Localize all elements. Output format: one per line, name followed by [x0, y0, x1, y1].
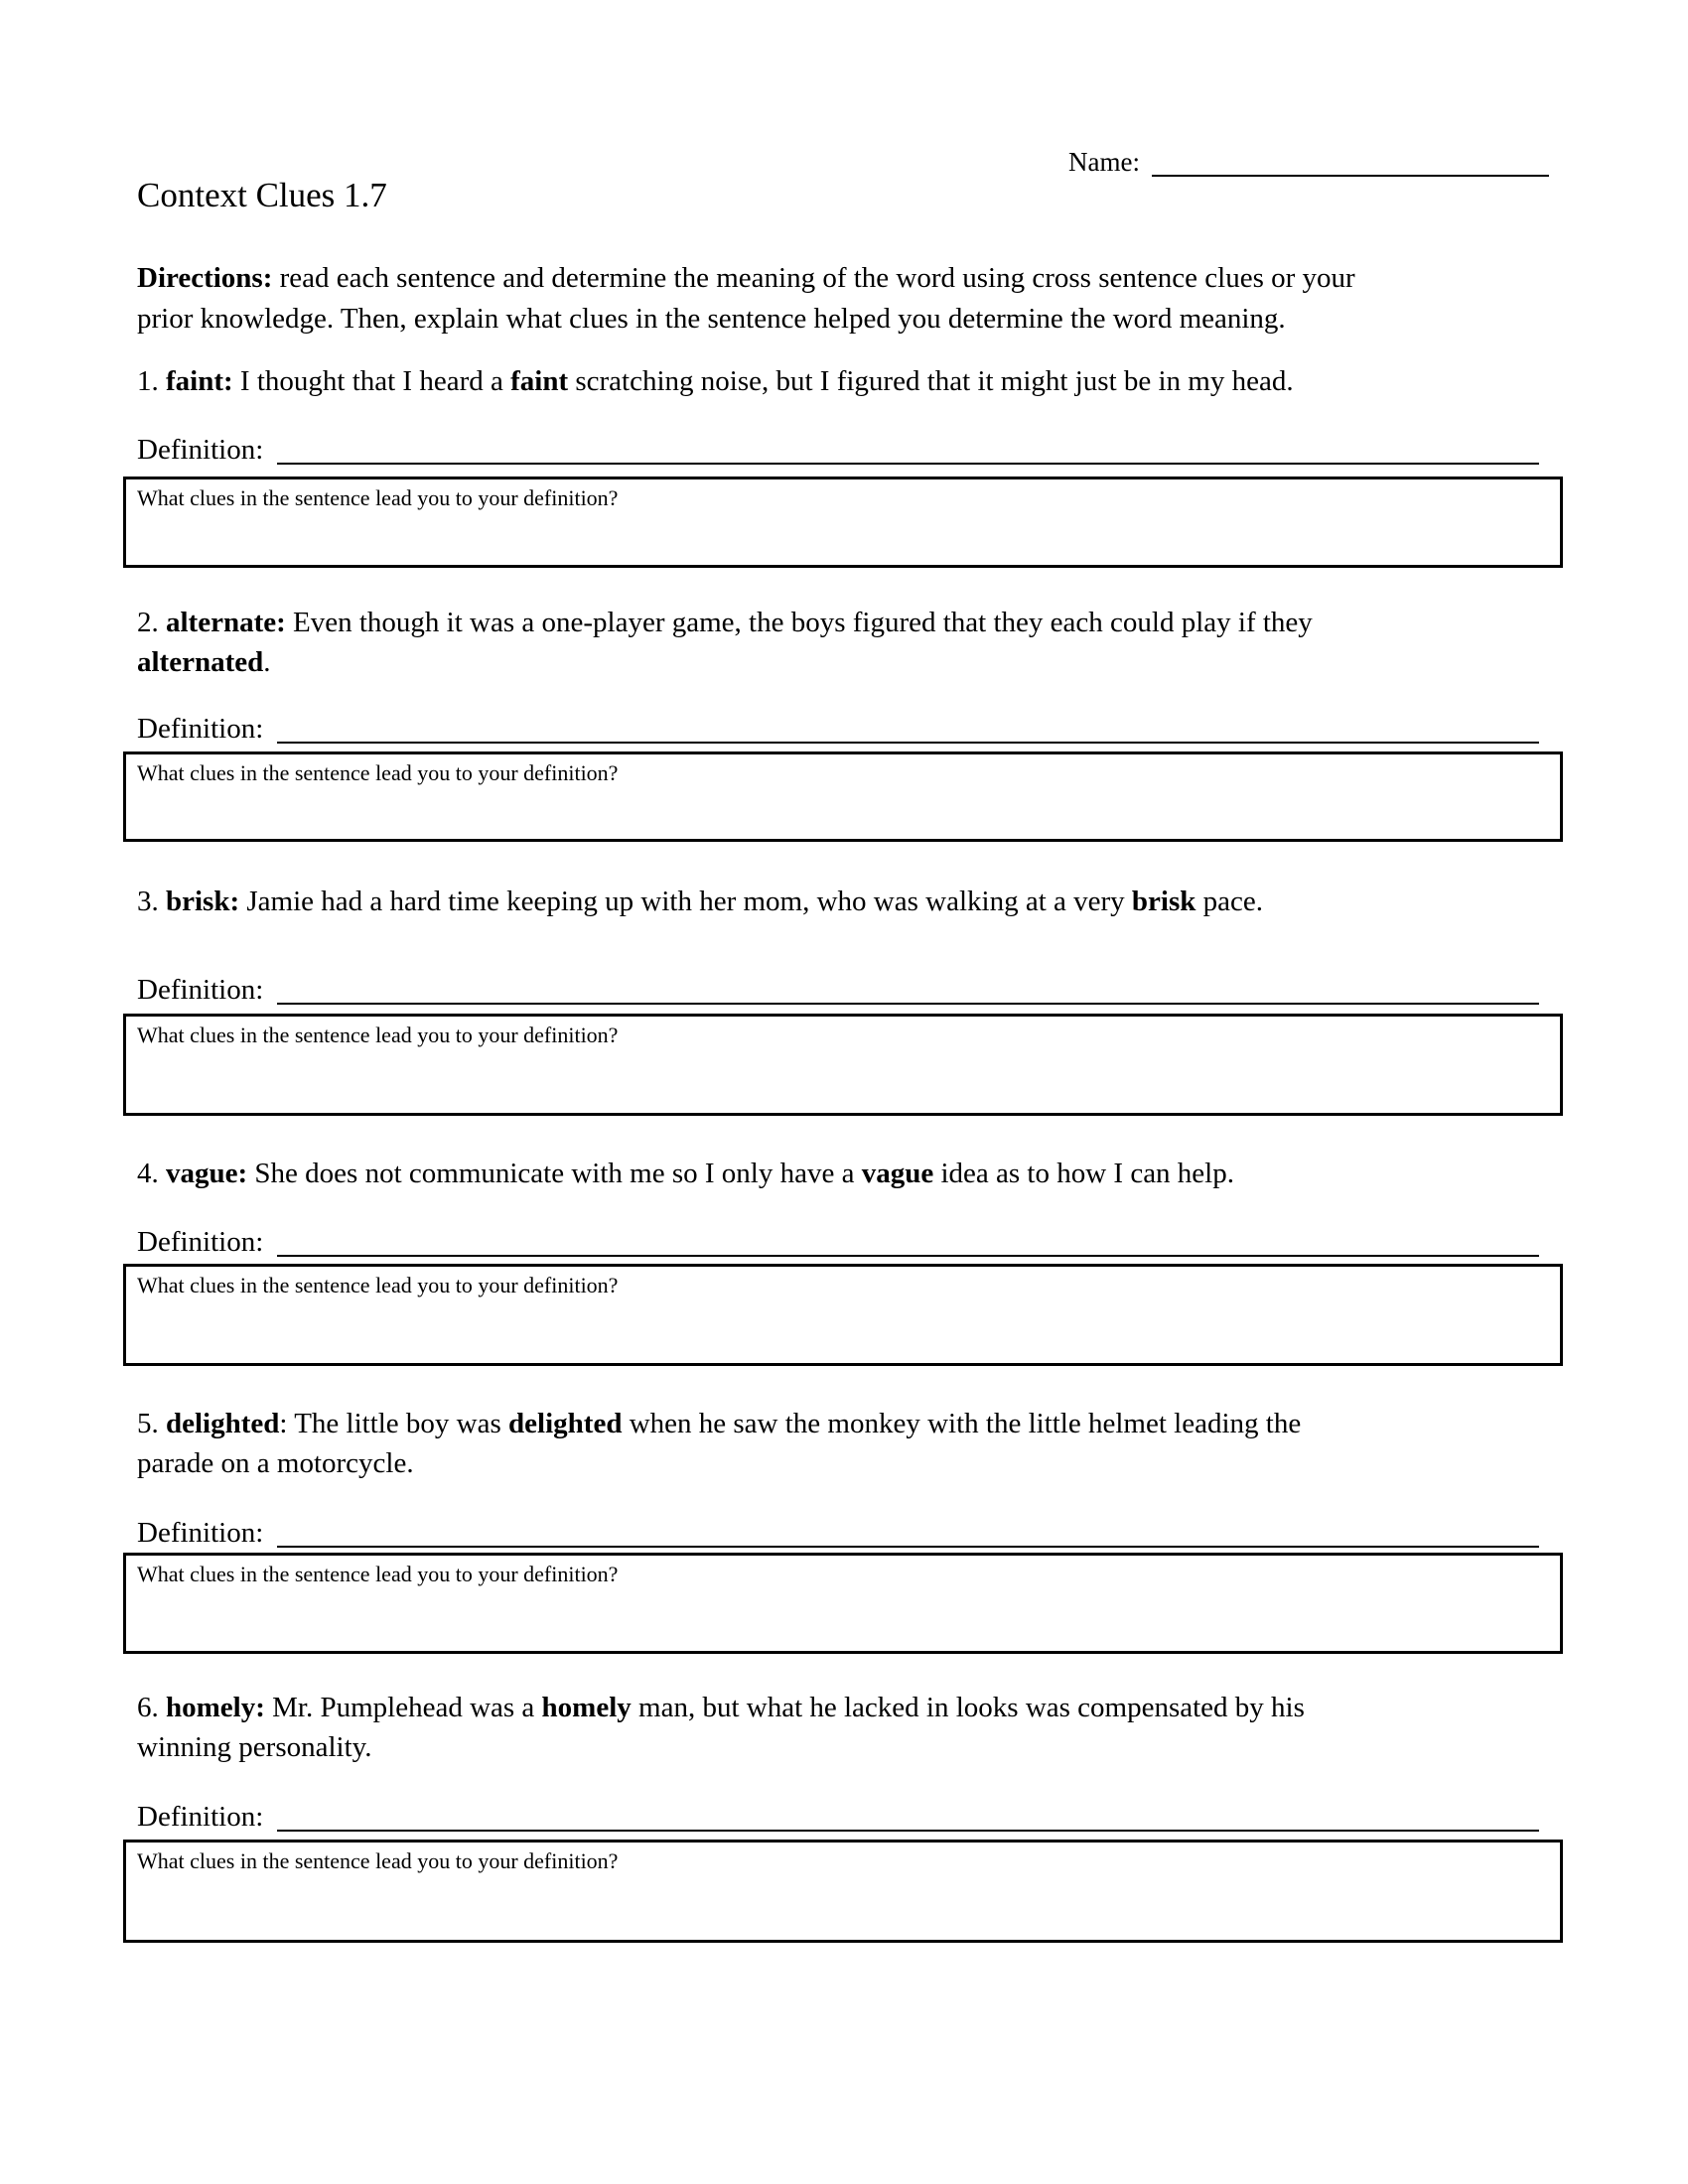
definition-row — [137, 430, 1539, 470]
definition-row — [137, 1222, 1539, 1262]
clue-answer-box[interactable] — [123, 1553, 1563, 1654]
clue-prompt: What clues in the sentence lead you to your definition? — [137, 1023, 619, 1047]
clue-prompt: What clues in the sentence lead you to your definition? — [137, 760, 619, 785]
clue-answer-box[interactable] — [123, 751, 1563, 842]
clue-answer-box[interactable] — [123, 1840, 1563, 1943]
clue-answer-box[interactable] — [123, 477, 1563, 568]
question-text: 6. homely: Mr. Pumplehead was a homely man, but what he lacked in looks was compensated by his winning personality. — [137, 1692, 1305, 1763]
definition-label: Definition: — [137, 1517, 264, 1549]
definition-row — [137, 1797, 1539, 1837]
definition-label: Definition: — [137, 974, 264, 1006]
question-text: 3. brisk: Jamie had a hard time keeping up with her mom, who was walking at a very brisk pace. — [137, 886, 1264, 917]
definition-answer-line[interactable] — [277, 709, 1539, 744]
definition-row — [137, 709, 1539, 749]
definition-answer-line[interactable] — [277, 1797, 1539, 1832]
clue-prompt: What clues in the sentence lead you to your definition? — [137, 1562, 619, 1586]
directions-text: Directions: read each sentence and determine the meaning of the word using cross sentence clues or your prior knowledge. Then, explain what clues in the sentence helped you determine the word meaning. — [137, 262, 1355, 335]
definition-row — [137, 1513, 1539, 1553]
clue-prompt: What clues in the sentence lead you to your definition? — [137, 485, 619, 510]
definition-answer-line[interactable] — [277, 1222, 1539, 1257]
name-input-line[interactable] — [1152, 146, 1549, 177]
definition-label: Definition: — [137, 434, 264, 466]
question-text: 2. alternate: Even though it was a one-player game, the boys figured that they each could play if they alternated. — [137, 607, 1313, 678]
definition-answer-line[interactable] — [277, 970, 1539, 1005]
definition-row — [137, 970, 1539, 1010]
question-text: 1. faint: I thought that I heard a faint scratching noise, but I figured that it might just be in my head. — [137, 365, 1294, 397]
name-row — [1068, 146, 1549, 180]
definition-answer-line[interactable] — [277, 430, 1539, 465]
name-label: Name: — [1068, 147, 1140, 177]
question-text: 5. delighted: The little boy was delighted when he saw the monkey with the little helmet leading the parade on a motorcycle. — [137, 1408, 1302, 1479]
definition-label: Definition: — [137, 1226, 264, 1258]
clue-prompt: What clues in the sentence lead you to your definition? — [137, 1273, 619, 1297]
question-text: 4. vague: She does not communicate with me so I only have a vague idea as to how I can help. — [137, 1158, 1234, 1189]
clue-answer-box[interactable] — [123, 1014, 1563, 1116]
definition-label: Definition: — [137, 1801, 264, 1833]
clue-answer-box[interactable] — [123, 1264, 1563, 1366]
clue-prompt: What clues in the sentence lead you to your definition? — [137, 1848, 619, 1873]
page-title: Context Clues 1.7 — [137, 176, 387, 214]
definition-answer-line[interactable] — [277, 1513, 1539, 1548]
definition-label: Definition: — [137, 713, 264, 745]
